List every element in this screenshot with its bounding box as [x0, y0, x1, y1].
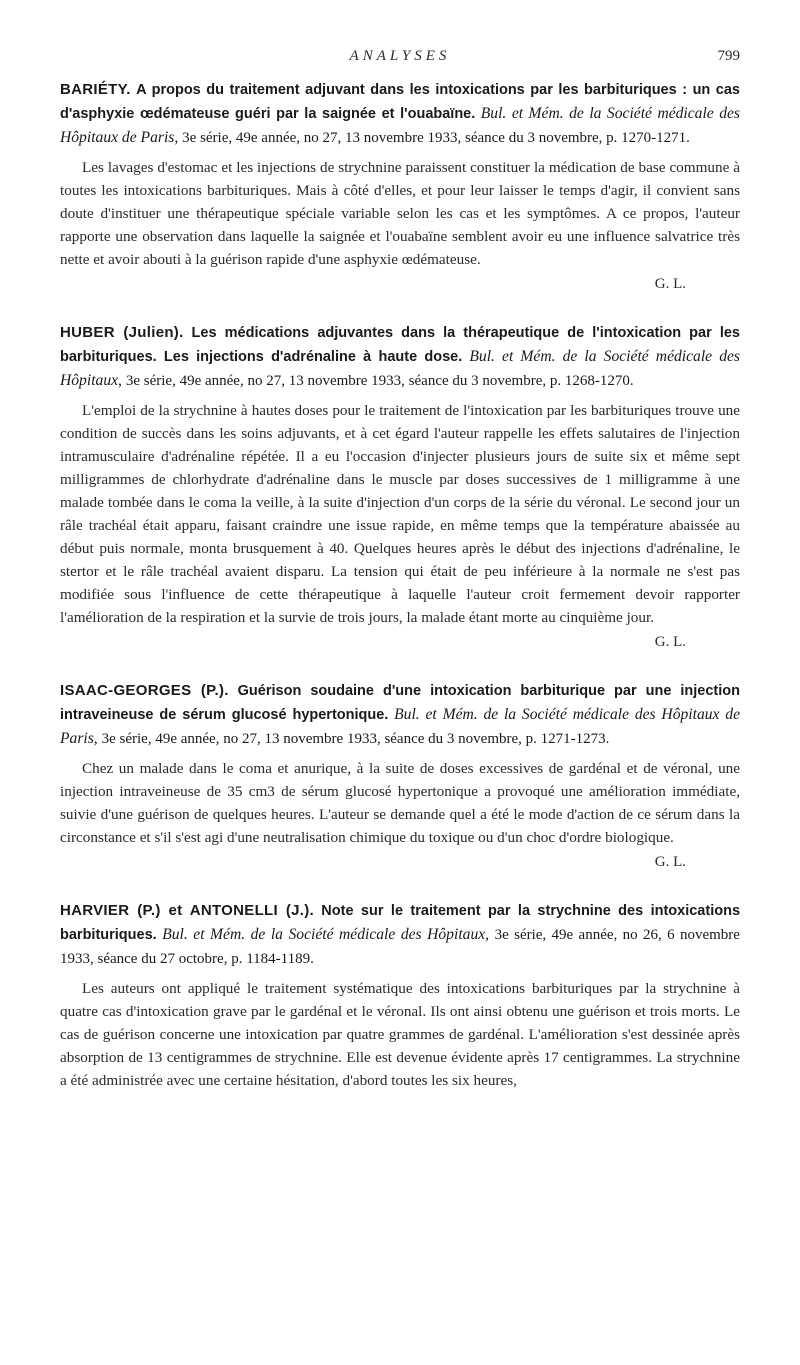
- entry-title: Guérison soudaine d'une intoxication barbiturique par une injection intraveineuse de sérum glucosé hypertonique.: [60, 683, 741, 723]
- entry-author: ISAAC-GEORGES (P.).: [60, 682, 229, 699]
- entry-details: 3e série, 49e année, no 27, 13 novembre 1933, séance du 3 novembre, p. 1270-1271.: [182, 130, 690, 146]
- entry-title: A propos du traitement adjuvant dans les intoxications par les barbituriques : un cas d'asphyxie œdémateuse guéri par la saignée et l'ouabaïne.: [60, 82, 740, 122]
- entry-signature: G. L.: [654, 276, 686, 292]
- entry-details: 3e série, 49e année, no 27, 13 novembre 1933, séance du 3 novembre, p. 1268-1270.: [125, 373, 634, 389]
- entry-details: 3e série, 49e année, no 27, 13 novembre 1933, séance du 3 novembre, p. 1271-1273.: [101, 731, 610, 747]
- entry-heading: [60, 78, 740, 150]
- entry-details: 3e série, 49e année, no 26, 6 novembre 1933, séance du 27 octobre, p. 1184-1189.: [60, 927, 740, 967]
- entry-body: Les auteurs ont appliqué le traitement systématique des intoxications barbituriques par la strychnine à quatre cas d'intoxication grave par le gardénal et le véronal. Ils ont ainsi obtenu une guérison et trois morts. Le cas de guérison concerne une intoxication par quatre grammes de gardénal. L'amélioration s'est dessinée après absorption de 13 centigrammes de strychnine. Elle est devenue évidente après 17 centigrammes. La strychnine a été administrée avec une certaine hésitation, d'abord toutes les six heures,: [60, 980, 740, 1089]
- entry-source: Bul. et Mém. de la Société médicale des Hôpitaux,: [60, 348, 740, 389]
- entry-title: Note sur le traitement par la strychnine des intoxications barbituriques.: [60, 903, 741, 943]
- entry-source: Bul. et Mém. de la Société médicale des Hôpitaux de Paris,: [60, 105, 741, 146]
- entry-heading: [60, 899, 740, 971]
- entry-signature: G. L.: [654, 634, 686, 650]
- running-header: [60, 48, 740, 70]
- abstract-entry-huber: [60, 321, 740, 653]
- entry-source: Bul. et Mém. de la Société médicale des Hôpitaux de Paris,: [60, 706, 740, 747]
- entry-signature: G. L.: [654, 854, 686, 870]
- entry-body: L'emploi de la strychnine à hautes doses pour le traitement de l'intoxication par les barbituriques trouve une condition de succès dans les soins adjuvants, et à cet égard l'auteur rappelle les effets salutaires de l'injection intramusculaire d'adrénaline répétée. Il a eu l'occasion d'injecter plusieurs jours de suite six et même sept milligrammes de chlorhydrate d'adrénaline dans le muscle par doses successives de 1 milligramme à une malade tombée dans le coma la veille, à la suite d'injection d'un corps de la série du véronal. Le second jour un râle trachéal était apparu, faisant craindre une issue rapide, en même temps que la température abaissée au début puis normale, monta brusquement à 40. Quelques heures après le début des injections d'adrénaline, le stertor et le râle trachéal avaient disparu. La tension qui était de peu inférieure à la normale ne s'est pas modifiée sous l'influence de cette thérapeutique à laquelle l'auteur croit fermement devoir rapporter l'amélioration de la respiration et la survie de trois jours, la malade étant morte au cinquième jour.: [60, 402, 740, 626]
- entry-author: BARIÉTY.: [60, 81, 131, 98]
- entry-title: Les médications adjuvantes dans la thérapeutique de l'intoxication par les barbituriques. Les injections d'adrénaline à haute dose.: [60, 325, 740, 365]
- abstract-entry-bariety: [60, 78, 740, 295]
- abstract-entry-harvier: [60, 899, 740, 1092]
- page-number: 799: [717, 48, 740, 64]
- entry-heading: [60, 679, 740, 751]
- entry-source: Bul. et Mém. de la Société médicale des Hôpitaux,: [162, 926, 490, 943]
- article-list: [60, 78, 740, 1118]
- entry-body: Les lavages d'estomac et les injections de strychnine paraissent constituer la médication de base commune à toutes les intoxications barbituriques. Mais à côté d'elles, et pour leur laisser le temps d'agir, il convient sans doute d'instituer une thérapeutique spéciale variable selon les cas et les symptômes. A ce propos, l'auteur rapporte une observation dans laquelle la saignée et l'ouabaïne semblent avoir eu une influence salvatrice très nette et avoir abouti à la guérison rapide d'une asphyxie œdémateuse.: [60, 159, 740, 268]
- entry-author: HUBER (Julien).: [60, 324, 184, 341]
- running-title: ANALYSES: [349, 48, 451, 64]
- entry-body: Chez un malade dans le coma et anurique, à la suite de doses excessives de gardénal et de véronal, une injection intraveineuse de 35 cm3 de sérum glucosé hypertonique a provoqué une amélioration immédiate, suivie d'une guérison de quelques heures. L'auteur se demande quel a été le mode d'action de ce sérum dans la circonstance et s'il s'est agi d'une neutralisation chimique du toxique ou d'un choc d'ordre biologique.: [60, 760, 740, 846]
- entry-author: HARVIER (P.) et ANTONELLI (J.).: [60, 902, 314, 919]
- abstract-entry-isaac-georges: [60, 679, 740, 873]
- entry-heading: [60, 321, 740, 393]
